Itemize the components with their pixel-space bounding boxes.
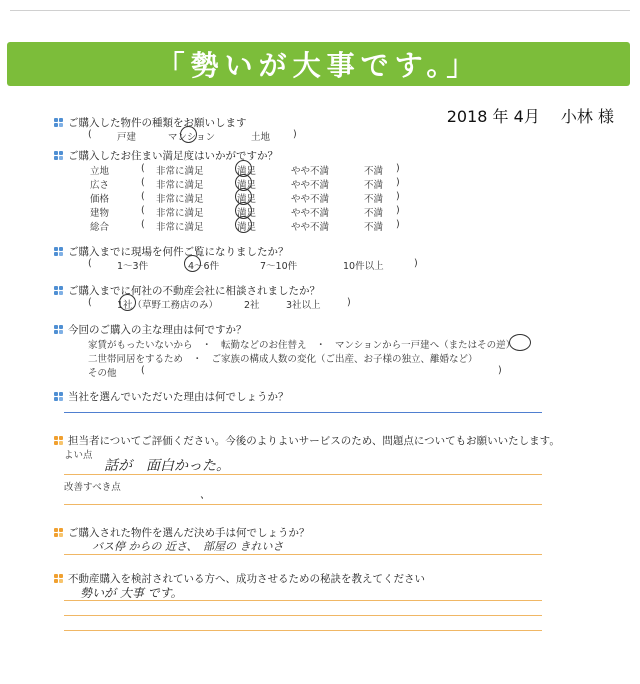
reason-other-open: (	[141, 365, 145, 376]
option-somewhat-dissatisfied: やや不満	[291, 166, 330, 177]
row-label: 価格	[90, 194, 110, 205]
option-dissatisfied: 不満	[364, 166, 384, 177]
title-banner	[7, 42, 630, 86]
q4-option-3-plus: 3社以上	[286, 300, 321, 311]
improvement-label: 改善すべき点	[64, 482, 121, 493]
question-companies-consulted	[54, 283, 320, 298]
reason-options-line-2: 二世帯同居をするため ・ ご家族の構成人数の変化（ご出産、お子様の独立、離婚など）	[88, 354, 478, 365]
selection-circle-reverse	[509, 334, 531, 351]
blue-bullet-icon	[54, 247, 63, 256]
q1-option-land: 土地	[251, 132, 271, 143]
option-satisfied: 満足	[237, 194, 257, 205]
answer-line	[64, 630, 542, 631]
option-very-satisfied: 非常に満足	[156, 222, 204, 233]
q4-option-1-company: 1社（草野工務店のみ）	[117, 300, 219, 311]
row-label: 総合	[90, 222, 110, 233]
good-points-label: よい点	[64, 450, 93, 461]
q4-open: (	[88, 297, 92, 308]
selection-circle-1-company	[119, 294, 136, 311]
q3-option-4-6: 4～6件	[188, 261, 220, 272]
option-somewhat-dissatisfied: やや不満	[291, 180, 330, 191]
option-satisfied: 満足	[237, 208, 257, 219]
row-label: 広さ	[90, 180, 110, 191]
option-dissatisfied: 不満	[364, 222, 384, 233]
blue-bullet-icon	[54, 392, 63, 401]
orange-bullet-icon	[54, 436, 63, 445]
question-text: 不動産購入を検討されている方へ、成功させるための秘訣を教えてください	[68, 573, 425, 585]
selection-circle-condo	[180, 126, 197, 143]
answer-line	[64, 600, 542, 601]
question-text: ご購入した物件の種類をお願いします	[68, 117, 247, 129]
improvement-answer: 、	[200, 490, 210, 501]
q3-open: (	[88, 258, 92, 269]
option-very-satisfied: 非常に満足	[156, 166, 204, 177]
row-close: )	[396, 191, 400, 202]
option-satisfied: 満足	[237, 222, 257, 233]
option-satisfied: 満足	[237, 166, 257, 177]
option-dissatisfied: 不満	[364, 208, 384, 219]
q1-option-house: 戸建	[117, 132, 137, 143]
question-text: ご購入したお住まい満足度はいかがですか？	[68, 150, 278, 162]
reason-other-label: その他	[88, 368, 117, 379]
answer-line	[64, 615, 542, 616]
row-close: )	[396, 205, 400, 216]
option-very-satisfied: 非常に満足	[156, 208, 204, 219]
row-label: 建物	[90, 208, 110, 219]
question-text: ご購入までに現場を何件ご覧になりましたか？	[68, 246, 289, 258]
question-text: 当社を選んでいただいた理由は何でしょうか？	[68, 391, 289, 403]
option-dissatisfied: 不満	[364, 194, 384, 205]
question-text: 担当者についてご評価ください。今後のよりよいサービスのため、問題点についてもお願いいたします。	[68, 435, 560, 447]
success-tips-answer: 勢いが 大事 です。	[80, 586, 183, 600]
banner-title: 「勢いが大事です。」	[156, 49, 481, 82]
answer-line	[64, 554, 542, 555]
option-very-satisfied: 非常に満足	[156, 194, 204, 205]
q3-option-7-10: 7～10件	[260, 261, 298, 272]
option-somewhat-dissatisfied: やや不満	[291, 222, 330, 233]
row-label: 立地	[90, 166, 110, 177]
blue-bullet-icon	[54, 286, 63, 295]
reason-other-close: )	[498, 365, 502, 376]
question-staff-evaluation	[54, 433, 560, 448]
question-text: 今回のご購入の主な理由は何ですか？	[68, 324, 247, 336]
row-close: )	[396, 219, 400, 230]
question-main-reason	[54, 322, 247, 337]
row-open: (	[141, 191, 145, 202]
blue-bullet-icon	[54, 325, 63, 334]
row-close: )	[396, 163, 400, 174]
deciding-factor-answer: バス停 からの 近さ、 部屋の きれいさ	[92, 540, 284, 553]
blue-bullet-icon	[54, 118, 63, 127]
answer-line	[64, 412, 542, 413]
reason-options-line-1: 家賃がもったいないから ・ 転勤などのお住替え ・ マンションから一戸建へ（またはその逆）	[88, 340, 516, 351]
question-why-chose-us	[54, 389, 289, 404]
row-close: )	[396, 177, 400, 188]
selection-circle-4-6	[184, 255, 201, 272]
date-and-customer-name: 2018 年 4月 小林 様	[446, 107, 614, 126]
orange-bullet-icon	[54, 574, 63, 583]
question-text: ご購入された物件を選んだ決め手は何でしょうか？	[68, 527, 310, 539]
blue-bullet-icon	[54, 151, 63, 160]
q1-option-condo: マンション	[168, 132, 216, 143]
question-property-type	[54, 115, 247, 130]
option-dissatisfied: 不満	[364, 180, 384, 191]
row-open: (	[141, 163, 145, 174]
option-somewhat-dissatisfied: やや不満	[291, 208, 330, 219]
row-open: (	[141, 205, 145, 216]
q4-close: )	[347, 297, 351, 308]
q3-option-1-3: 1～3件	[117, 261, 149, 272]
answer-line	[64, 474, 542, 475]
answer-line	[64, 504, 542, 505]
selection-circle-satisfied	[235, 216, 252, 233]
q3-close: )	[414, 258, 418, 269]
row-open: (	[141, 177, 145, 188]
q4-option-2-companies: 2社	[244, 300, 260, 311]
option-very-satisfied: 非常に満足	[156, 180, 204, 191]
orange-bullet-icon	[54, 528, 63, 537]
q1-close: )	[293, 129, 297, 140]
top-divider	[10, 10, 630, 11]
row-open: (	[141, 219, 145, 230]
good-points-answer: 話が 面白かった。	[104, 458, 230, 474]
option-satisfied: 満足	[237, 180, 257, 191]
question-text: ご購入までに何社の不動産会社に相談されましたか？	[68, 285, 320, 297]
question-viewings	[54, 244, 289, 259]
q1-open: (	[88, 129, 92, 140]
q3-option-10-plus: 10件以上	[343, 261, 384, 272]
option-somewhat-dissatisfied: やや不満	[291, 194, 330, 205]
